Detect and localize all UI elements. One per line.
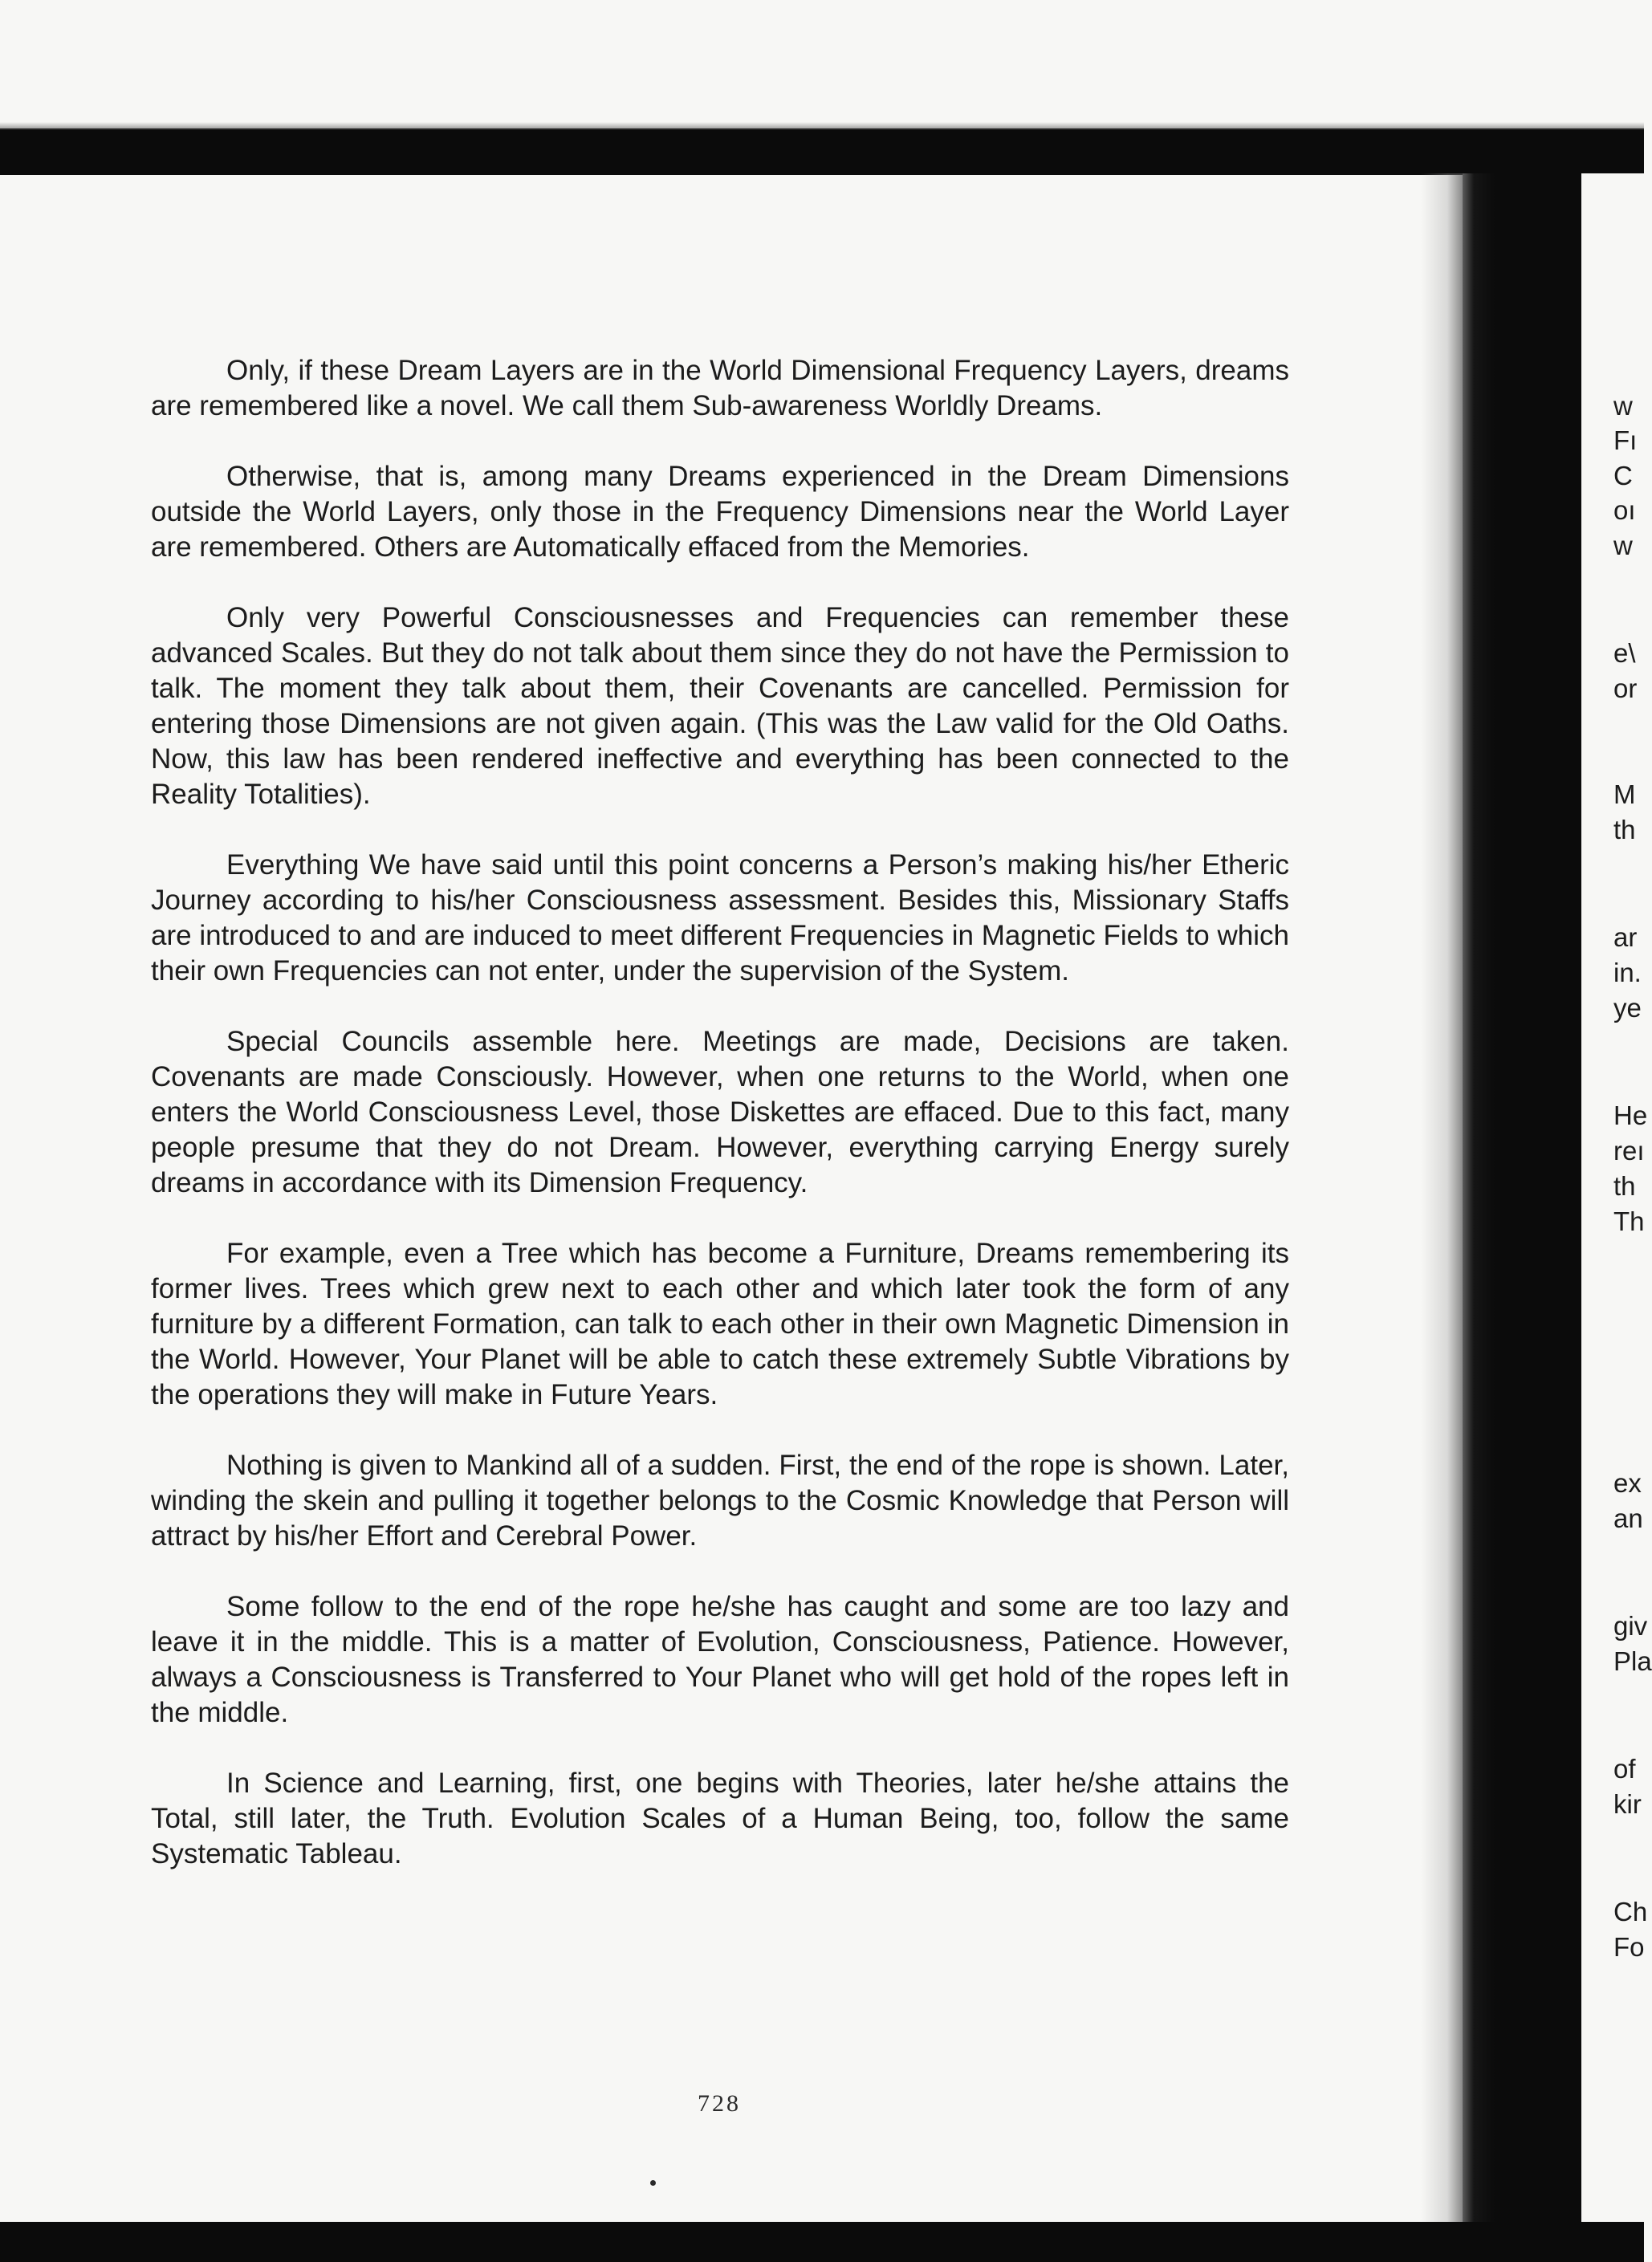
scan-border-bottom xyxy=(0,2222,1644,2262)
facing-page-fragment: giv xyxy=(1613,1611,1648,1641)
facing-page-fragment: C xyxy=(1613,461,1633,490)
binding-shadow xyxy=(1421,173,1469,2228)
facing-page-fragment: Ch xyxy=(1613,1897,1648,1926)
paragraph: Only very Powerful Consciousnesses and Frequencies can remember these advanced Scales. But they do not talk about them since they do not have the Permission to talk. The moment they talk about them, their Covenants are cancelled. Permission for entering those Dimensions are not given again. (This was the Law valid for the Old Oaths. Now, this law has been rendered ineffective and everything has been connected to the Reality Totalities). xyxy=(151,602,1289,810)
facing-page-fragment: of xyxy=(1613,1754,1636,1784)
facing-page-fragment: M xyxy=(1613,779,1636,809)
facing-page-fragment: an xyxy=(1613,1503,1643,1533)
facing-page-fragment: ar xyxy=(1613,922,1638,952)
facing-page-fragment: w xyxy=(1613,391,1633,421)
facing-page-fragment: He xyxy=(1613,1100,1648,1130)
facing-page-fragment: Fı xyxy=(1613,425,1638,455)
paragraph: In Science and Learning, first, one begins with Theories, later he/she attains the Total, still later, the Truth. Evolution Scales of a Human Being, too, follow the same Systematic Tableau. xyxy=(151,1768,1289,1869)
facing-page-edge xyxy=(1581,173,1652,2222)
paragraph: Some follow to the end of the rope he/she has caught and some are too lazy and leave it in the middle. This is a matter of Evolution, Consciousness, Patience. However, always a Consciousness is Transferred to Your Planet who will get hold of the ropes left in the middle. xyxy=(151,1591,1289,1728)
facing-page-fragment: w xyxy=(1613,531,1633,560)
facing-page-fragment: ex xyxy=(1613,1468,1642,1498)
paragraph: For example, even a Tree which has become a Furniture, Dreams remembering its former lives. Trees which grew next to each other and which later took the form of any furniture by a different Formation, can talk to each other in their own Magnetic Dimension in the World. However, Your Planet will be able to catch these extremely Subtle Vibrations by the operations they will make in Future Years. xyxy=(151,1238,1289,1410)
facing-page-fragment: in. xyxy=(1613,958,1642,987)
facing-page-fragment: Pla xyxy=(1613,1646,1652,1676)
facing-page-fragment: or xyxy=(1613,673,1638,703)
scan-border-top xyxy=(0,128,1644,175)
text-column xyxy=(151,353,1289,1907)
facing-page-fragment: th xyxy=(1613,815,1636,844)
page-number: 728 xyxy=(698,2090,741,2117)
facing-page-fragment: Th xyxy=(1613,1206,1645,1236)
paragraph: Nothing is given to Mankind all of a sudden. First, the end of the rope is shown. Later, winding the skein and pulling it together belongs to the Cosmic Knowledge that Person will attract by his/her Effort and Cerebral Power. xyxy=(151,1450,1289,1552)
paragraph: Special Councils assemble here. Meetings are made, Decisions are taken. Covenants are made Consciously. However, when one returns to the World, when one enters the World Consciousness Level, those Diskettes are effaced. Due to this fact, many people presume that they do not Dream. However, everything carrying Energy surely dreams in accordance with its Dimension Frequency. xyxy=(151,1026,1289,1198)
facing-page-fragment: Fo xyxy=(1613,1932,1645,1962)
facing-page-fragment: oı xyxy=(1613,495,1636,525)
facing-page-fragment: th xyxy=(1613,1171,1636,1201)
facing-page-fragment: ye xyxy=(1613,993,1642,1023)
paragraph: Otherwise, that is, among many Dreams experienced in the Dream Dimensions outside the World Layers, only those in the Frequency Dimensions near the World Layer are remembered. Others are Automatically effaced from the Memories. xyxy=(151,461,1289,563)
facing-page-fragment: kir xyxy=(1613,1789,1642,1819)
paragraph: Only, if these Dream Layers are in the World Dimensional Frequency Layers, dreams are remembered like a novel. We call them Sub-awareness Worldly Dreams. xyxy=(151,355,1289,421)
scan-speck xyxy=(650,2180,656,2186)
facing-page-fragment: reı xyxy=(1613,1136,1645,1166)
facing-page-fragment: e\ xyxy=(1613,638,1636,668)
binding-gutter xyxy=(1463,173,1581,2228)
paragraph: Everything We have said until this point concerns a Person’s making his/her Etheric Journey according to his/her Consciousness assessment. Besides this, Missionary Staffs are introduced to and are induced to meet different Frequencies in Magnetic Fields to which their own Frequencies can not enter, under the supervision of the System. xyxy=(151,849,1289,987)
